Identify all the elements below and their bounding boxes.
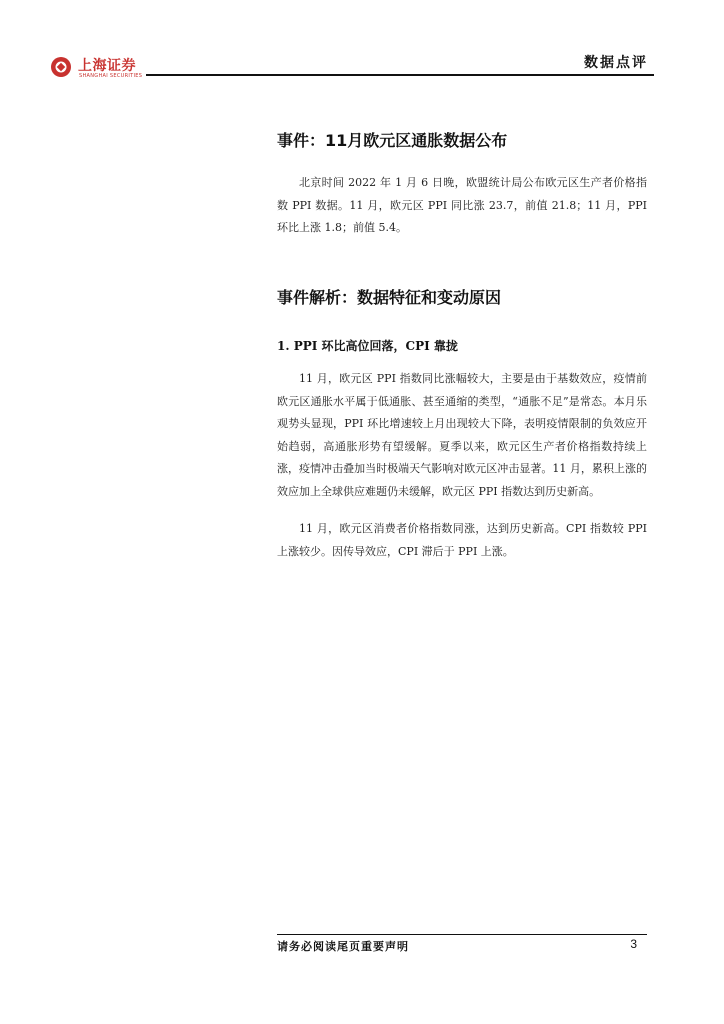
brand-logo	[50, 55, 142, 81]
document-type-label: 数据点评	[584, 55, 648, 71]
page-number: 3	[630, 937, 637, 951]
analysis-section-title: 事件解析：数据特征和变动原因	[277, 288, 502, 307]
event-section-title: 事件：11月欧元区通胀数据公布	[277, 131, 508, 150]
logo-text-cn: 上海证券	[78, 58, 136, 74]
header-divider	[146, 74, 654, 76]
analysis-paragraph-2: 11 月，欧元区消费者价格指数同涨，达到历史新高。CPI 指数较 PPI 上涨较少。因传导效应，CPI 滞后于 PPI 上涨。	[277, 522, 647, 558]
analysis-paragraph-1: 11 月，欧元区 PPI 指数同比涨幅较大，主要是由于基数效应，疫情前欧元区通胀水平属于低通胀、甚至通缩的类型，“通胀不足”是常态。本月乐观势头显现，PPI 环比增速较上月出现较大下降，表明疫情限制的负效应开始趋弱，高通胀形势有望缓解。夏季以来，欧元区生产者价格指数持续上涨，疫情冲击叠加当时极端天气影响对欧元区冲击显著。11 月，累积上涨的效应加上全球供应难题仍未缓解，欧元区 PPI 指数达到历史新高。	[277, 372, 647, 498]
logo-emblem-icon	[50, 56, 72, 78]
event-paragraph: 北京时间 2022 年 1 月 6 日晚，欧盟统计局公布欧元区生产者价格指数 PPI 数据。11 月，欧元区 PPI 同比涨 23.7，前值 21.8；11 月，PPI 环比上涨 1.8；前值 5.4。	[277, 176, 647, 234]
subsection-title: 1. PPI 环比高位回落，CPI 靠拢	[277, 339, 458, 353]
disclaimer-note: 请务必阅读尾页重要声明	[277, 940, 409, 953]
logo-text-en: SHANGHAI SECURITIES	[79, 73, 143, 79]
page-footer	[277, 934, 647, 954]
footer-divider	[277, 934, 647, 935]
page-header	[50, 52, 654, 82]
